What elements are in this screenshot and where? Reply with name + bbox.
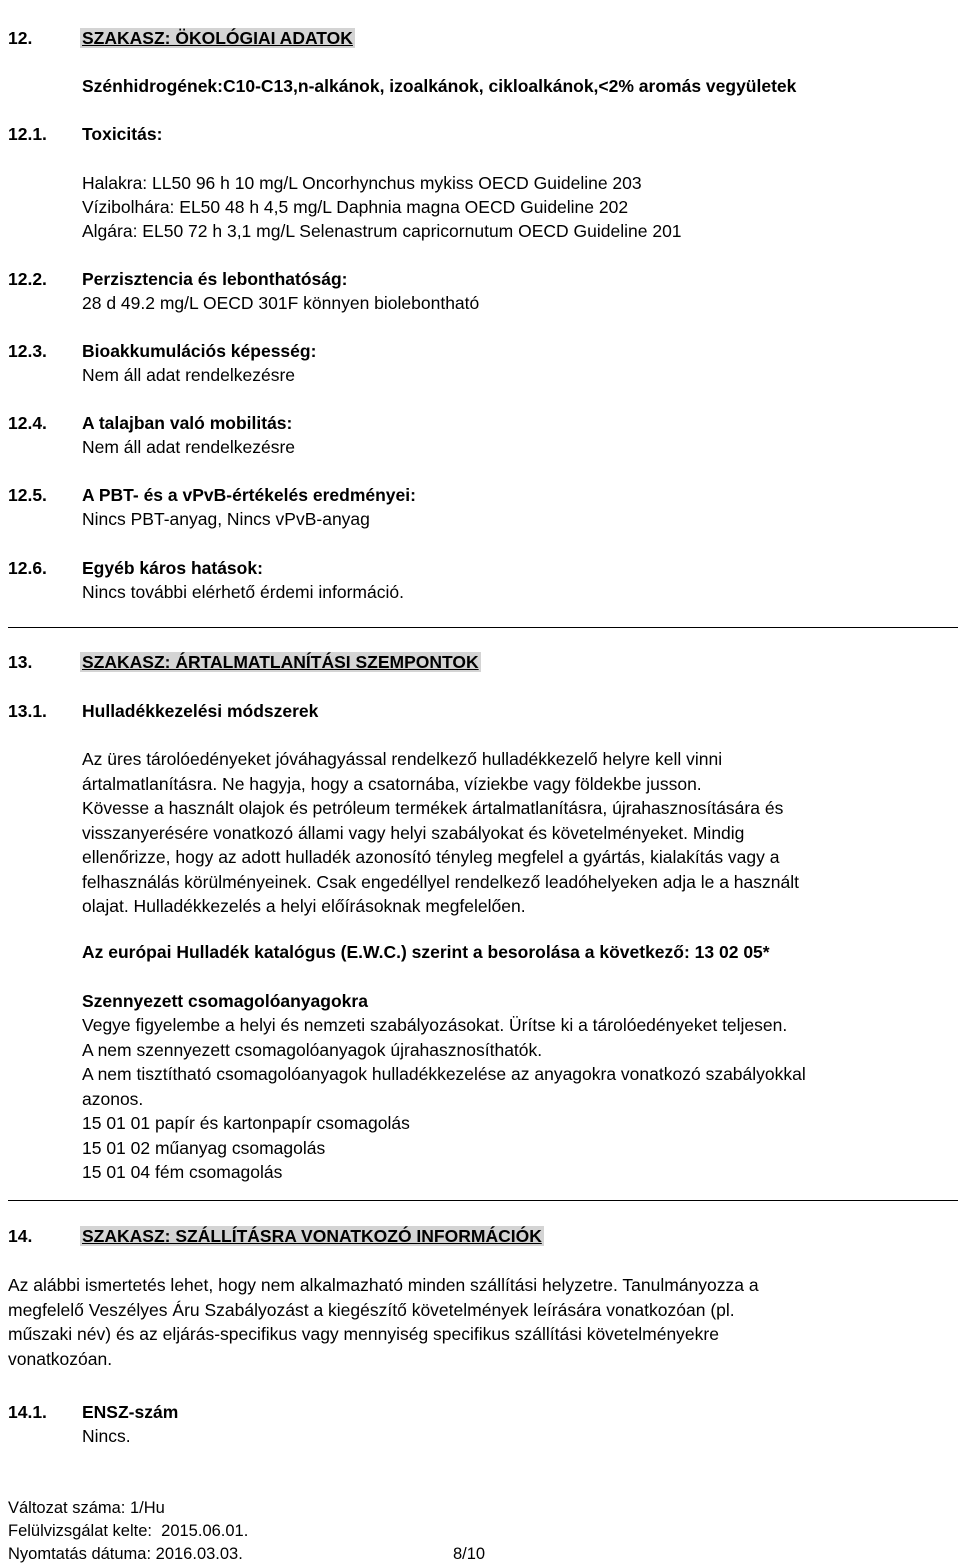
packaging-line: A nem tisztítható csomagolóanyagok hulladékkezelése az anyagokra vonatkozó szabályokkal [82, 1064, 806, 1084]
sub-12-1-number: 12.1. [8, 124, 47, 144]
sub-14-1-text: Nincs. [82, 1426, 131, 1446]
packaging-line: 15 01 04 fém csomagolás [82, 1162, 283, 1182]
packaging-line: A nem szennyezett csomagolóanyagok újrahasznosíthatók. [82, 1039, 543, 1060]
sub-14-1-title: ENSZ-szám [82, 1402, 179, 1422]
footer-print-value: 2016.03.03. [155, 1545, 243, 1563]
section-divider [8, 627, 958, 628]
packaging-line: Vegye figyelembe a helyi és nemzeti szabályozásokat. Ürítse ki a tárolóedényeket teljesen. [82, 1015, 788, 1035]
section-divider [8, 1200, 958, 1201]
section-14-title [82, 1225, 544, 1247]
footer-review-date [8, 1520, 248, 1543]
transport-line: megfelelő Veszélyes Áru Szabályozást a kiegészítő követelmények leírására vonatkozóan (pl. [8, 1299, 735, 1320]
sub-12-6-text: Nincs további elérhető érdemi információ. [82, 582, 404, 602]
toxicity-fish: Halakra: LL50 96 h 10 mg/L Oncorhynchus mykiss OECD Guideline 203 [82, 173, 642, 193]
sub-12-2-title: Perzisztencia és lebonthatóság: [82, 269, 348, 289]
packaging-paragraph [82, 1013, 952, 1185]
disposal-line: visszanyerésére vonatkozó állami vagy helyi szabályokat és követelményeket. Mindig [82, 822, 745, 843]
disposal-line: olajat. Hulladékkezelés a helyi előírásoknak megfelelően. [82, 896, 526, 916]
section-13-title [82, 651, 481, 673]
sub-12-2-number: 12.2. [8, 269, 47, 289]
sub-12-5-text: Nincs PBT-anyag, Nincs vPvB-anyag [82, 509, 370, 529]
sub-12-4-title: A talajban való mobilitás: [82, 413, 293, 433]
sub-12-4-number: 12.4. [8, 413, 47, 433]
packaging-title: Szennyezett csomagolóanyagokra [82, 991, 368, 1011]
section-12-title [82, 27, 355, 49]
section-12-title-text: SZAKASZ: ÖKOLÓGIAI ADATOK [82, 28, 353, 48]
section-14-number: 14. [8, 1226, 33, 1246]
toxicity-daphnia: Vízibolhára: EL50 48 h 4,5 mg/L Daphnia magna OECD Guideline 202 [82, 197, 629, 217]
footer-review-label: Felülvizsgálat kelte: [8, 1522, 152, 1540]
transport-paragraph [8, 1273, 954, 1371]
transport-line: műszaki név) és az eljárás-specifikus vagy mennyiség specifikus szállítási követelményekre [8, 1324, 719, 1344]
page-number: 8/10 [453, 1545, 486, 1563]
sub-14-1-number: 14.1. [8, 1402, 47, 1422]
sub-12-1-title: Toxicitás: [82, 124, 163, 144]
toxicity-algae: Algára: EL50 72 h 3,1 mg/L Selenastrum capricornutum OECD Guideline 201 [82, 221, 682, 241]
sub-12-3-title: Bioakkumulációs képesség: [82, 341, 317, 361]
footer-print-label: Nyomtatás dátuma: [8, 1545, 152, 1563]
sub-13-1-number: 13.1. [8, 701, 47, 721]
section-13-title-text: SZAKASZ: ÁRTALMATLANÍTÁSI SZEMPONTOK [82, 652, 479, 672]
footer-version-label: Változat száma: [8, 1499, 126, 1517]
section-13-number: 13. [8, 652, 33, 672]
ewc-classification: Az európai Hulladék katalógus (E.W.C.) szerint a besorolása a következő: 13 02 05* [82, 942, 770, 962]
footer-print-date [8, 1543, 243, 1566]
footer-review-value: 2015.06.01. [161, 1522, 249, 1540]
substance-name: Szénhidrogének:C10-C13,n-alkánok, izoalkánok, cikloalkánok,<2% aromás vegyületek [82, 76, 797, 96]
transport-line: Az alábbi ismertetés lehet, hogy nem alkalmazható minden szállítási helyzetre. Tanulmányozza a [8, 1275, 759, 1295]
sub-12-6-number: 12.6. [8, 558, 47, 578]
disposal-line: ellenőrizze, hogy az adott hulladék azonosító tényleg megfelel a gyártás, kialakítás vagy a [82, 847, 780, 867]
sub-12-5-number: 12.5. [8, 485, 47, 505]
transport-line: vonatkozóan. [8, 1348, 113, 1369]
sub-12-5-title: A PBT- és a vPvB-értékelés eredményei: [82, 485, 416, 505]
disposal-line: felhasználás körülményeinek. Csak engedéllyel rendelkező leadóhelyeken adja le a használt [82, 871, 799, 892]
disposal-line: ártalmatlanításra. Ne hagyja, hogy a csatornába, víziekbe vagy földekbe jusson. [82, 773, 702, 794]
packaging-line: 15 01 02 műanyag csomagolás [82, 1137, 326, 1158]
footer-version [8, 1497, 165, 1520]
packaging-line: azonos. [82, 1088, 144, 1109]
packaging-line: 15 01 01 papír és kartonpapír csomagolás [82, 1113, 410, 1133]
sub-12-2-text: 28 d 49.2 mg/L OECD 301F könnyen biolebontható [82, 293, 480, 313]
sub-13-1-title: Hulladékkezelési módszerek [82, 701, 319, 721]
section-14-title-text: SZAKASZ: SZÁLLÍTÁSRA VONATKOZÓ INFORMÁCIÓK [82, 1226, 542, 1246]
sub-12-3-text: Nem áll adat rendelkezésre [82, 365, 296, 385]
section-12-number: 12. [8, 28, 33, 48]
footer-version-value: 1/Hu [129, 1499, 165, 1517]
disposal-line: Kövesse a használt olajok és petróleum termékek ártalmatlanításra, újrahasznosítására és [82, 798, 784, 818]
sub-12-3-number: 12.3. [8, 341, 47, 361]
sub-12-6-title: Egyéb káros hatások: [82, 558, 263, 578]
sub-12-4-text: Nem áll adat rendelkezésre [82, 437, 296, 457]
disposal-line: Az üres tárolóedényeket jóváhagyással rendelkező hulladékkezelő helyre kell vinni [82, 749, 723, 769]
disposal-paragraph [82, 747, 952, 919]
